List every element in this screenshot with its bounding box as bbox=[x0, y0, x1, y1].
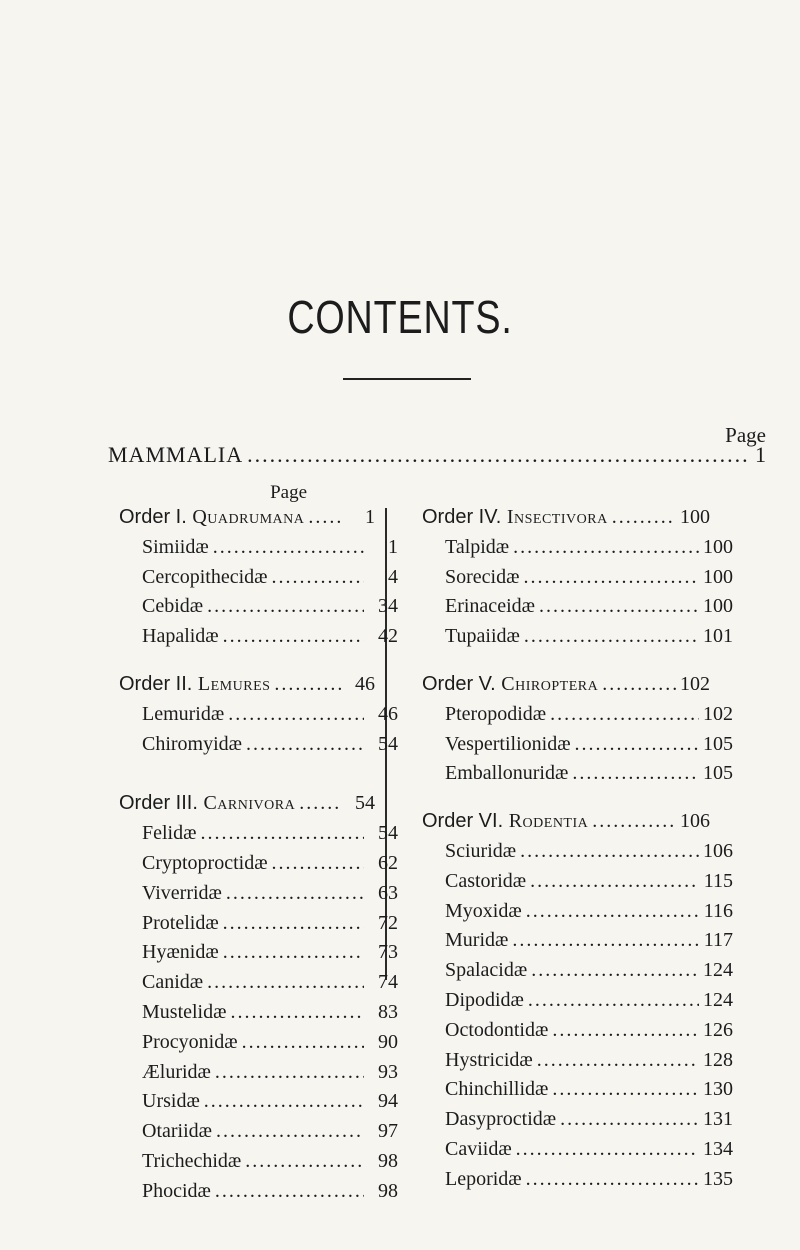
order-name: Lemures bbox=[197, 673, 271, 695]
order-name: Insectivora bbox=[506, 506, 608, 528]
family-entry bbox=[119, 1031, 398, 1054]
family-entry bbox=[422, 959, 733, 982]
family-entry bbox=[422, 840, 733, 863]
family-entry bbox=[119, 566, 398, 589]
family-name: Cryptoproctidæ bbox=[142, 852, 268, 874]
leader-dots bbox=[602, 673, 676, 696]
family-name: Myoxidæ bbox=[445, 899, 522, 922]
family-entry bbox=[422, 762, 733, 785]
leader-dots bbox=[592, 810, 676, 833]
family-page: 134 bbox=[703, 1138, 733, 1160]
family-entry bbox=[422, 566, 733, 589]
family-page: 1 bbox=[388, 535, 398, 558]
leader-dots bbox=[513, 536, 699, 559]
leader-dots bbox=[560, 1108, 699, 1131]
mammalia-page: 1 bbox=[755, 442, 766, 467]
family-name: Procyonidæ bbox=[142, 1030, 238, 1053]
family-page: 100 bbox=[703, 535, 733, 558]
family-page: 115 bbox=[703, 869, 733, 892]
family-page: 101 bbox=[703, 625, 733, 648]
leader-dots bbox=[524, 625, 699, 648]
family-name: Castoridæ bbox=[445, 869, 527, 892]
family-page: 63 bbox=[378, 881, 398, 904]
family-name: Canidæ bbox=[142, 971, 204, 994]
leader-dots bbox=[207, 971, 364, 994]
family-name: Emballonuridæ bbox=[445, 762, 569, 785]
family-entry bbox=[119, 1180, 398, 1203]
family-page: 131 bbox=[703, 1108, 733, 1131]
family-entry bbox=[422, 1078, 733, 1101]
family-entry bbox=[422, 536, 733, 559]
leader-dots bbox=[530, 870, 699, 893]
family-name: Octodontidæ bbox=[445, 1018, 549, 1041]
leader-dots bbox=[274, 673, 341, 696]
family-page: 97 bbox=[378, 1120, 398, 1143]
mammalia-entry bbox=[108, 442, 766, 468]
leader-dots bbox=[272, 852, 364, 875]
family-entry bbox=[422, 929, 733, 952]
family-page: 105 bbox=[703, 732, 733, 755]
family-page: 74 bbox=[378, 971, 398, 994]
leader-dots bbox=[523, 566, 699, 589]
family-name: Caviidæ bbox=[445, 1138, 512, 1160]
order-name: Quadrumana bbox=[192, 506, 305, 528]
order-entry bbox=[422, 506, 710, 529]
family-entry bbox=[119, 1120, 398, 1143]
family-entry bbox=[422, 1049, 733, 1072]
leader-dots bbox=[200, 822, 364, 845]
order-page: 102 bbox=[680, 673, 710, 695]
leader-dots bbox=[215, 1180, 364, 1203]
family-page: 124 bbox=[703, 959, 733, 982]
leader-dots bbox=[308, 506, 341, 529]
order-entry bbox=[119, 792, 375, 815]
leader-dots bbox=[528, 989, 699, 1012]
leader-dots bbox=[537, 1049, 699, 1072]
family-page: 46 bbox=[378, 702, 398, 725]
family-page: 4 bbox=[388, 565, 398, 588]
order-label bbox=[422, 810, 588, 833]
order-page: 46 bbox=[355, 673, 375, 695]
family-name: Cebidæ bbox=[142, 595, 204, 618]
family-name: Æluridæ bbox=[142, 1060, 211, 1083]
family-entry bbox=[119, 852, 398, 875]
title-rule bbox=[343, 378, 471, 380]
family-entry bbox=[422, 900, 733, 923]
family-entry bbox=[119, 1150, 398, 1173]
family-page: 93 bbox=[378, 1060, 398, 1083]
family-name: Simiidæ bbox=[142, 535, 209, 558]
leader-dots bbox=[572, 762, 699, 785]
mammalia-label: MAMMALIA bbox=[108, 442, 244, 467]
family-name: Hyænidæ bbox=[142, 941, 219, 964]
leader-dots bbox=[242, 1031, 364, 1054]
family-name: Protelidæ bbox=[142, 911, 219, 934]
leader-dots bbox=[516, 1138, 699, 1161]
leader-dots bbox=[223, 625, 364, 648]
leader-dots bbox=[246, 733, 364, 756]
family-name: Tupaiidæ bbox=[445, 625, 520, 648]
family-page: 72 bbox=[378, 911, 398, 934]
family-page: 105 bbox=[703, 762, 733, 785]
family-entry bbox=[422, 1168, 733, 1191]
leader-dots bbox=[272, 566, 364, 589]
left-page-heading: Page bbox=[270, 482, 307, 503]
leader-dots bbox=[512, 929, 699, 952]
leader-dots bbox=[215, 1061, 364, 1084]
family-page: 62 bbox=[378, 852, 398, 874]
order-name: Chiroptera bbox=[501, 673, 599, 695]
page-title: CONTENTS. bbox=[287, 291, 513, 343]
family-name: Dasyproctidæ bbox=[445, 1108, 557, 1131]
family-page: 94 bbox=[378, 1090, 398, 1113]
family-page: 54 bbox=[378, 732, 398, 755]
family-name: Hystricidæ bbox=[445, 1048, 533, 1071]
family-entry bbox=[119, 882, 398, 905]
family-name: Sciuridæ bbox=[445, 840, 517, 862]
family-entry bbox=[119, 536, 398, 559]
order-entry bbox=[119, 673, 375, 696]
family-entry bbox=[119, 912, 398, 935]
family-entry bbox=[119, 595, 398, 618]
leader-dots bbox=[552, 1019, 699, 1042]
leader-dots bbox=[213, 536, 364, 559]
family-page: 116 bbox=[703, 899, 733, 922]
family-name: Talpidæ bbox=[445, 535, 510, 558]
family-entry bbox=[119, 1061, 398, 1084]
leader-dots bbox=[245, 1150, 364, 1173]
family-entry bbox=[119, 941, 398, 964]
family-name: Vespertilionidæ bbox=[445, 732, 571, 755]
order-name: Carnivora bbox=[203, 792, 296, 815]
order-label bbox=[119, 506, 304, 529]
order-page: 100 bbox=[680, 506, 710, 528]
leader-dots bbox=[539, 595, 699, 618]
family-entry bbox=[119, 703, 398, 726]
family-page: 100 bbox=[703, 565, 733, 588]
leader-dots bbox=[531, 959, 699, 982]
leader-dots bbox=[223, 912, 364, 935]
family-name: Muridæ bbox=[445, 929, 509, 952]
family-name: Dipodidæ bbox=[445, 989, 524, 1011]
leader-dots bbox=[223, 941, 364, 964]
family-page: 98 bbox=[378, 1150, 398, 1172]
order-name: Rodentia bbox=[508, 810, 589, 833]
order-prefix: Order VI. bbox=[422, 810, 509, 833]
family-name: Sorecidæ bbox=[445, 565, 520, 588]
order-prefix: Order III. bbox=[119, 792, 204, 815]
leader-dots bbox=[247, 442, 751, 468]
family-entry bbox=[119, 822, 398, 845]
family-page: 135 bbox=[703, 1167, 733, 1190]
order-label bbox=[119, 673, 270, 696]
family-name: Phocidæ bbox=[142, 1179, 211, 1202]
family-entry bbox=[119, 1001, 398, 1024]
family-name: Cercopithecidæ bbox=[142, 565, 268, 588]
family-page: 106 bbox=[703, 840, 733, 862]
family-name: Ursidæ bbox=[142, 1090, 200, 1113]
family-entry bbox=[422, 625, 733, 648]
order-prefix: Order IV. bbox=[422, 506, 507, 528]
family-entry bbox=[119, 625, 398, 648]
leader-dots bbox=[575, 733, 699, 756]
family-entry bbox=[422, 1108, 733, 1131]
family-page: 102 bbox=[703, 702, 733, 725]
family-entry bbox=[422, 1019, 733, 1042]
order-entry bbox=[422, 673, 710, 696]
family-entry bbox=[119, 733, 398, 756]
order-entry bbox=[119, 506, 375, 529]
family-entry bbox=[422, 595, 733, 618]
family-name: Otariidæ bbox=[142, 1120, 212, 1143]
order-prefix: Order II. bbox=[119, 673, 198, 695]
family-page: 98 bbox=[378, 1179, 398, 1202]
family-page: 90 bbox=[378, 1030, 398, 1053]
order-page: 106 bbox=[680, 810, 710, 833]
family-name: Chinchillidæ bbox=[445, 1078, 549, 1101]
family-name: Viverridæ bbox=[142, 881, 222, 904]
family-entry bbox=[422, 870, 733, 893]
leader-dots bbox=[526, 900, 699, 923]
family-entry bbox=[119, 971, 398, 994]
family-name: Trichechidæ bbox=[142, 1150, 242, 1172]
family-page: 117 bbox=[703, 929, 733, 952]
family-page: 73 bbox=[378, 941, 398, 964]
family-page: 42 bbox=[378, 625, 398, 648]
family-name: Erinaceidæ bbox=[445, 595, 535, 618]
order-label bbox=[119, 792, 295, 815]
order-page: 1 bbox=[365, 506, 375, 528]
order-prefix: Order I. bbox=[119, 506, 193, 528]
family-page: 128 bbox=[703, 1048, 733, 1071]
family-name: Spalacidæ bbox=[445, 959, 528, 982]
page-column-heading: Page bbox=[725, 423, 766, 447]
leader-dots bbox=[228, 703, 364, 726]
family-entry bbox=[422, 989, 733, 1012]
family-page: 54 bbox=[378, 822, 398, 845]
leader-dots bbox=[299, 792, 341, 815]
family-page: 130 bbox=[703, 1078, 733, 1101]
leader-dots bbox=[204, 1090, 364, 1113]
leader-dots bbox=[226, 882, 364, 905]
order-prefix: Order V. bbox=[422, 673, 502, 695]
family-name: Pteropodidæ bbox=[445, 702, 547, 725]
family-page: 126 bbox=[703, 1018, 733, 1041]
leader-dots bbox=[550, 703, 699, 726]
order-page: 54 bbox=[355, 792, 375, 815]
family-name: Lemuridæ bbox=[142, 702, 225, 725]
family-entry bbox=[119, 1090, 398, 1113]
leader-dots bbox=[207, 595, 364, 618]
leader-dots bbox=[520, 840, 699, 863]
family-name: Chiromyidæ bbox=[142, 732, 243, 755]
family-entry bbox=[422, 703, 733, 726]
family-entry bbox=[422, 1138, 733, 1161]
family-entry bbox=[422, 733, 733, 756]
leader-dots bbox=[526, 1168, 699, 1191]
leader-dots bbox=[216, 1120, 364, 1143]
leader-dots bbox=[612, 506, 676, 529]
family-name: Hapalidæ bbox=[142, 625, 219, 648]
family-page: 83 bbox=[378, 1001, 398, 1023]
order-entry bbox=[422, 810, 710, 833]
family-page: 34 bbox=[378, 595, 398, 618]
family-page: 100 bbox=[703, 595, 733, 618]
family-name: Leporidæ bbox=[445, 1167, 522, 1190]
family-name: Mustelidæ bbox=[142, 1001, 227, 1023]
leader-dots bbox=[552, 1078, 699, 1101]
order-label bbox=[422, 673, 598, 696]
order-label bbox=[422, 506, 608, 529]
family-name: Felidæ bbox=[142, 822, 197, 845]
leader-dots bbox=[230, 1001, 364, 1024]
family-page: 124 bbox=[703, 989, 733, 1011]
